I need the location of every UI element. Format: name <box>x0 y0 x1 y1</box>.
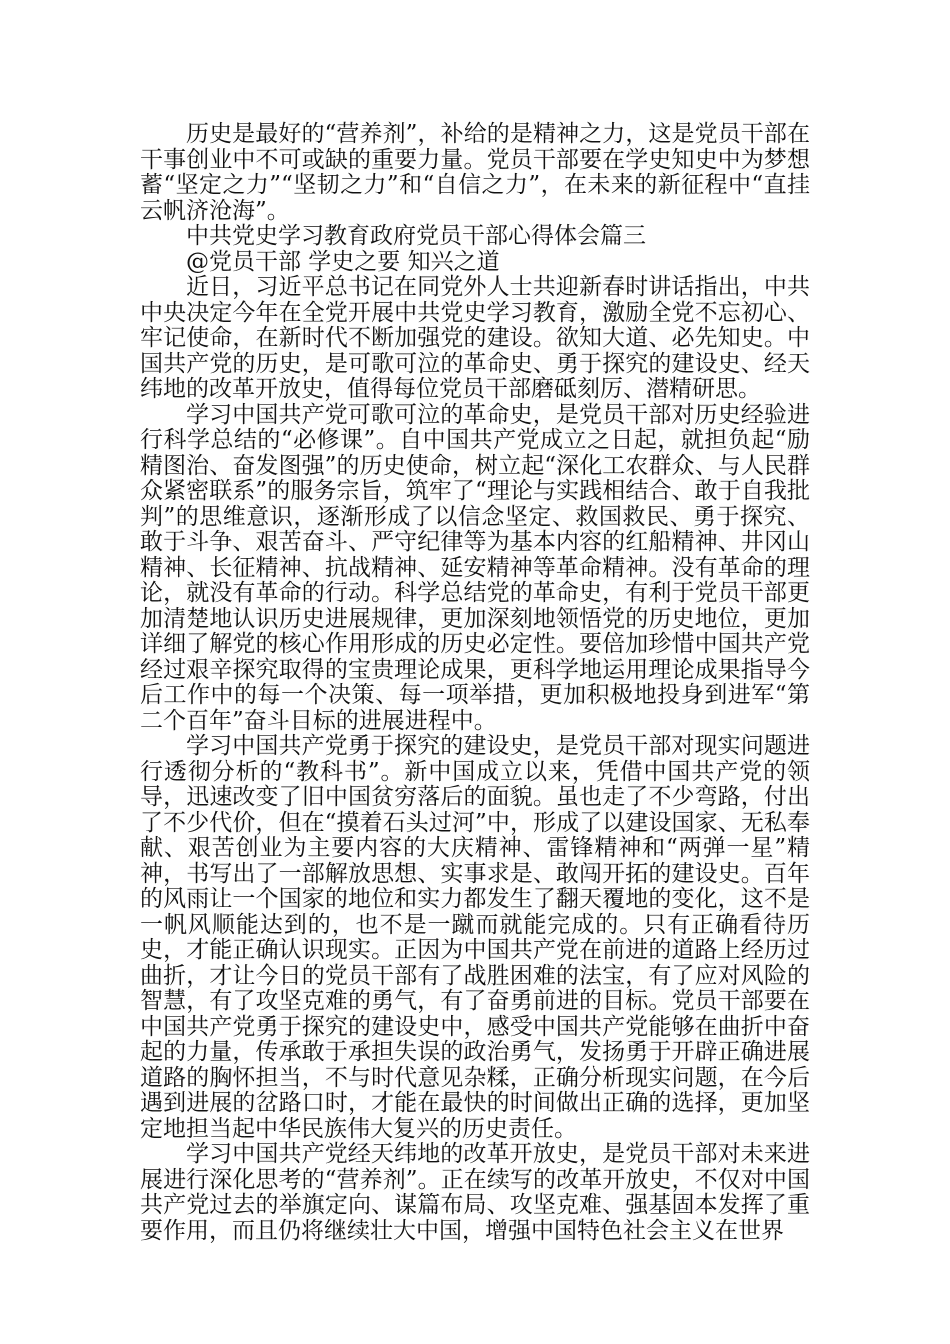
section-subtitle: @党员干部 学史之要 知兴之道 <box>186 248 500 275</box>
paragraph-intro: 历史是最好的“营养剂”，补给的是精神之力，这是党员干部在干事创业中不可或缺的重要力量。党员干部要在学史知史中为梦想蓄“坚定之力”“坚韧之力”和“自信之力”，在未来的新征程中“直挂云帆济沧海”。 <box>140 121 810 224</box>
section-title: 中共党史学习教育政府党员干部心得体会篇三 <box>186 223 646 249</box>
paragraph-opening: 近日，习近平总书记在同党外人士共迎新春时讲话指出，中共中央决定今年在全党开展中共党史学习教育，激励全党不忘初心、牢记使命，在新时代不断加强党的建设。欲知大道、必先知史。中国共产党的历史，是可歌可泣的革命史、勇于探究的建设史、经天纬地的改革开放史，值得每位党员干部磨砥刻厉、潜精研思。 <box>140 274 810 402</box>
document-body <box>140 122 810 1244</box>
paragraph-reform-history: 学习中国共产党经天纬地的改革开放史，是党员干部对未来进展进行深化思考的“营养剂”。正在续写的改革开放史，不仅对中国共产党过去的举旗定向、谋篇布局、攻坚克难、强基固本发挥了重要作用，而且仍将继续壮大中国，增强中国特色社会主义在世界 <box>140 1141 810 1244</box>
paragraph-construction-history: 学习中国共产党勇于探究的建设史，是党员干部对现实问题进行透彻分析的“教科书”。新中国成立以来，凭借中国共产党的领导，迅速改变了旧中国贫穷落后的面貌。虽也走了不少弯路，付出了不少代价，但在“摸着石头过河”中，形成了以建设国家、无私奉献、艰苦创业为主要内容的大庆精神、雷锋精神和“两弹一星”精神，书写出了一部解放思想、实事求是、敢闯开拓的建设史。百年的风雨让一个国家的地位和实力都发生了翻天覆地的变化，这不是一帆风顺能达到的，也不是一蹴而就能完成的。只有正确看待历史，才能正确认识现实。正因为中国共产党在前进的道路上经历过曲折，才让今日的党员干部有了战胜困难的法宝，有了应对风险的智慧，有了攻坚克难的勇气，有了奋勇前进的目标。党员干部要在中国共产党勇于探究的建设史中，感受中国共产党能够在曲折中奋起的力量，传承敢于承担失误的政治勇气，发扬勇于开辟正确进展道路的胸怀担当，不与时代意见杂糅，正确分析现实问题，在今后遇到进展的岔路口时，才能在最快的时间做出正确的选择，更加坚定地担当起中华民族伟大复兴的历史责任。 <box>140 733 810 1142</box>
paragraph-revolution-history: 学习中国共产党可歌可泣的革命史，是党员干部对历史经验进行科学总结的“必修课”。自中国共产党成立之日起，就担负起“励精图治、奋发图强”的历史使命，树立起“深化工农群众、与人民群众紧密联系”的服务宗旨，筑牢了“理论与实践相结合、敢于自我批判”的思维意识，逐渐形成了以信念坚定、救国救民、勇于探究、敢于斗争、艰苦奋斗、严守纪律等为基本内容的红船精神、井冈山精神、长征精神、抗战精神、延安精神等革命精神。没有革命的理论，就没有革命的行动。科学总结党的革命史，有利于党员干部更加清楚地认识历史进展规律，更加深刻地领悟党的历史地位，更加详细了解党的核心作用形成的历史必定性。要倍加珍惜中国共产党经过艰辛探究取得的宝贵理论成果，更科学地运用理论成果指导今后工作中的每一个决策、每一项举措，更加积极地投身到进军“第二个百年”奋斗目标的进展进程中。 <box>140 401 810 734</box>
